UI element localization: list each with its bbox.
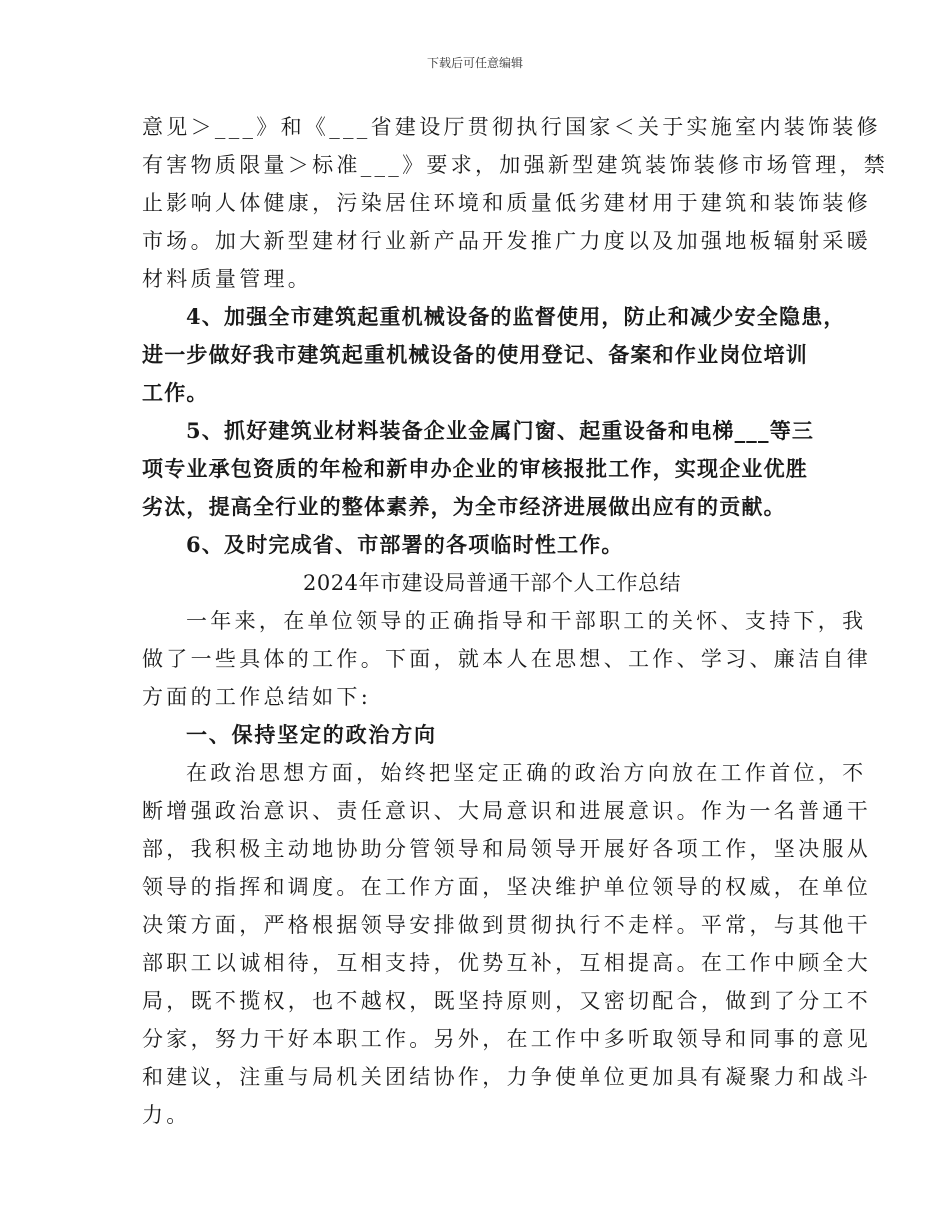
page-header: 下载后可任意编辑 [426, 56, 523, 70]
text-line: 决策方面，严格根据领导安排做到贯彻执行不走样。平常，与其他干 [142, 913, 871, 937]
text-line: 5、抓好建筑业材料装备企业金属门窗、起重设备和电梯___等三 [186, 418, 815, 443]
text-line: 断增强政治意识、责任意识、大局意识和进展意识。作为一名普通干 [142, 799, 871, 823]
document-body [142, 108, 889, 1134]
text-line: 工作。 [142, 380, 209, 405]
text-line: 分家，努力干好本职工作。另外，在工作中多听取领导和同事的意见 [142, 1027, 871, 1051]
document-title: 2024年市建设局普通干部个人工作总结 [303, 571, 681, 595]
text-line: 市场。加大新型建材行业新产品开发推广力度以及加强地板辐射采暖 [142, 229, 871, 253]
list-item-6: 6、及时完成省、市部署的各项临时性工作。 [186, 532, 624, 557]
text-line: 材料质量管理。 [142, 267, 313, 291]
paragraph-political-direction [142, 754, 871, 1134]
section-heading: 一、保持坚定的政治方向 [186, 722, 437, 747]
text-line: 方面的工作总结如下: [142, 685, 372, 709]
text-line: 和建议，注重与局机关团结协作，力争使单位更加具有凝聚力和战斗 [142, 1065, 871, 1089]
text-line: 局，既不揽权，也不越权，既坚持原则，又密切配合，做到了分工不 [142, 989, 871, 1013]
paragraph-materials-regulation [142, 108, 889, 298]
text-line: 止影响人体健康，污染居住环境和质量低劣建材用于建筑和装饰装修 [142, 191, 871, 215]
text-line: 在政治思想方面，始终把坚定正确的政治方向放在工作首位，不 [186, 761, 867, 785]
text-line: 领导的指挥和调度。在工作方面，坚决维护单位领导的权威，在单位 [142, 875, 871, 899]
text-line: 4、加强全市建筑起重机械设备的监督使用，防止和减少安全隐患， [186, 304, 846, 329]
text-line: 项专业承包资质的年检和新申办企业的审核报批工作，实现企业优胜 [142, 456, 808, 481]
text-line: 有害物质限量＞标准___》要求，加强新型建筑装饰装修市场管理，禁 [142, 153, 889, 177]
text-line: 进一步做好我市建筑起重机械设备的使用登记、备案和作业岗位培训 [142, 342, 808, 367]
list-item-5 [142, 412, 822, 526]
list-item-4 [142, 298, 846, 412]
paragraph-intro [142, 602, 871, 716]
text-line: 意见＞___》和《___省建设厅贯彻执行国家＜关于实施室内装饰装修 [142, 115, 881, 139]
text-line: 一年来，在单位领导的正确指导和干部职工的关怀、支持下，我 [186, 609, 867, 633]
text-line: 做了一些具体的工作。下面，就本人在思想、工作、学习、廉洁自律 [142, 647, 871, 671]
text-line: 部，我积极主动地协助分管领导和局领导开展好各项工作，坚决服从 [142, 837, 871, 861]
text-line: 力。 [142, 1103, 191, 1127]
text-line: 部职工以诚相待，互相支持，优势互补，互相提高。在工作中顾全大 [142, 951, 871, 975]
text-line: 劣汰，提高全行业的整体素养，为全市经济进展做出应有的贡献。 [142, 494, 786, 519]
